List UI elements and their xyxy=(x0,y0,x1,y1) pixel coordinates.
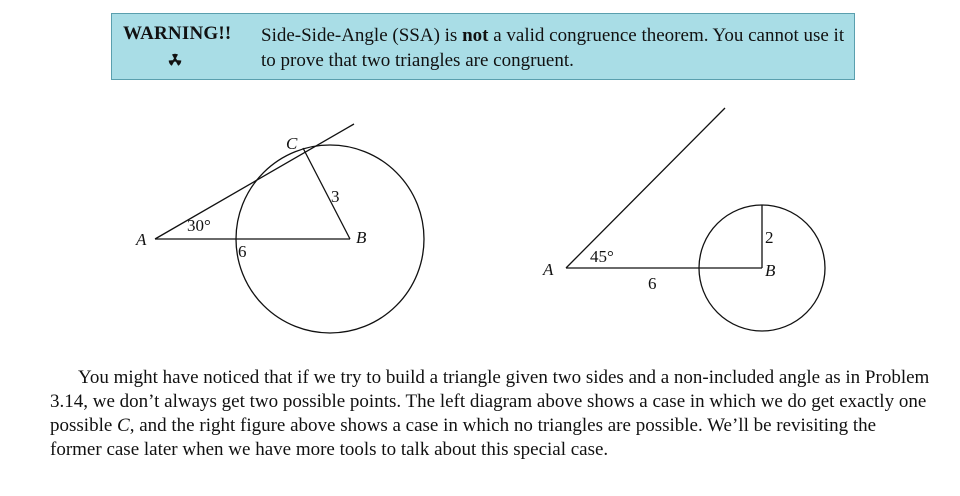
body-paragraph xyxy=(50,366,930,462)
right-ray-from-a xyxy=(566,108,725,268)
warning-label: WARNING!! xyxy=(123,23,232,44)
left-ray-from-a xyxy=(155,124,354,239)
paragraph-text-2: , and the right figure above shows a case in which no triangles are possible. We’ll be revisiting the former case later when we have more tools to talk about this special case. xyxy=(50,415,877,460)
paragraph-text-1: You might have noticed that if we try to build a triangle given two sides and a non-included angle as in Problem 3.14, we don’t always get two possible points. The left diagram above shows a case in which we do get exactly one possible xyxy=(50,367,930,436)
right-radius-label: 2 xyxy=(765,228,774,247)
paragraph-point-c: C xyxy=(117,415,130,436)
left-label-a: A xyxy=(136,230,147,249)
right-angle-label: 45° xyxy=(590,247,614,266)
left-label-b: B xyxy=(356,228,367,247)
right-label-a: A xyxy=(543,260,554,279)
left-side-ab-label: 6 xyxy=(238,242,247,261)
right-label-b: B xyxy=(765,261,776,280)
warning-text-emphasis: not xyxy=(462,25,489,46)
right-side-ab-label: 6 xyxy=(648,274,657,293)
left-angle-label: 30° xyxy=(187,216,211,235)
warning-text-before: Side-Side-Angle (SSA) is xyxy=(261,25,463,46)
left-side-bc-label: 3 xyxy=(331,187,340,206)
left-label-c: C xyxy=(286,134,298,153)
warning-text-after: a valid congruence theorem. You cannot use it to prove that two triangles are congruent. xyxy=(261,25,845,71)
left-segment-bc xyxy=(303,148,350,239)
right-ssa-diagram xyxy=(566,108,825,331)
